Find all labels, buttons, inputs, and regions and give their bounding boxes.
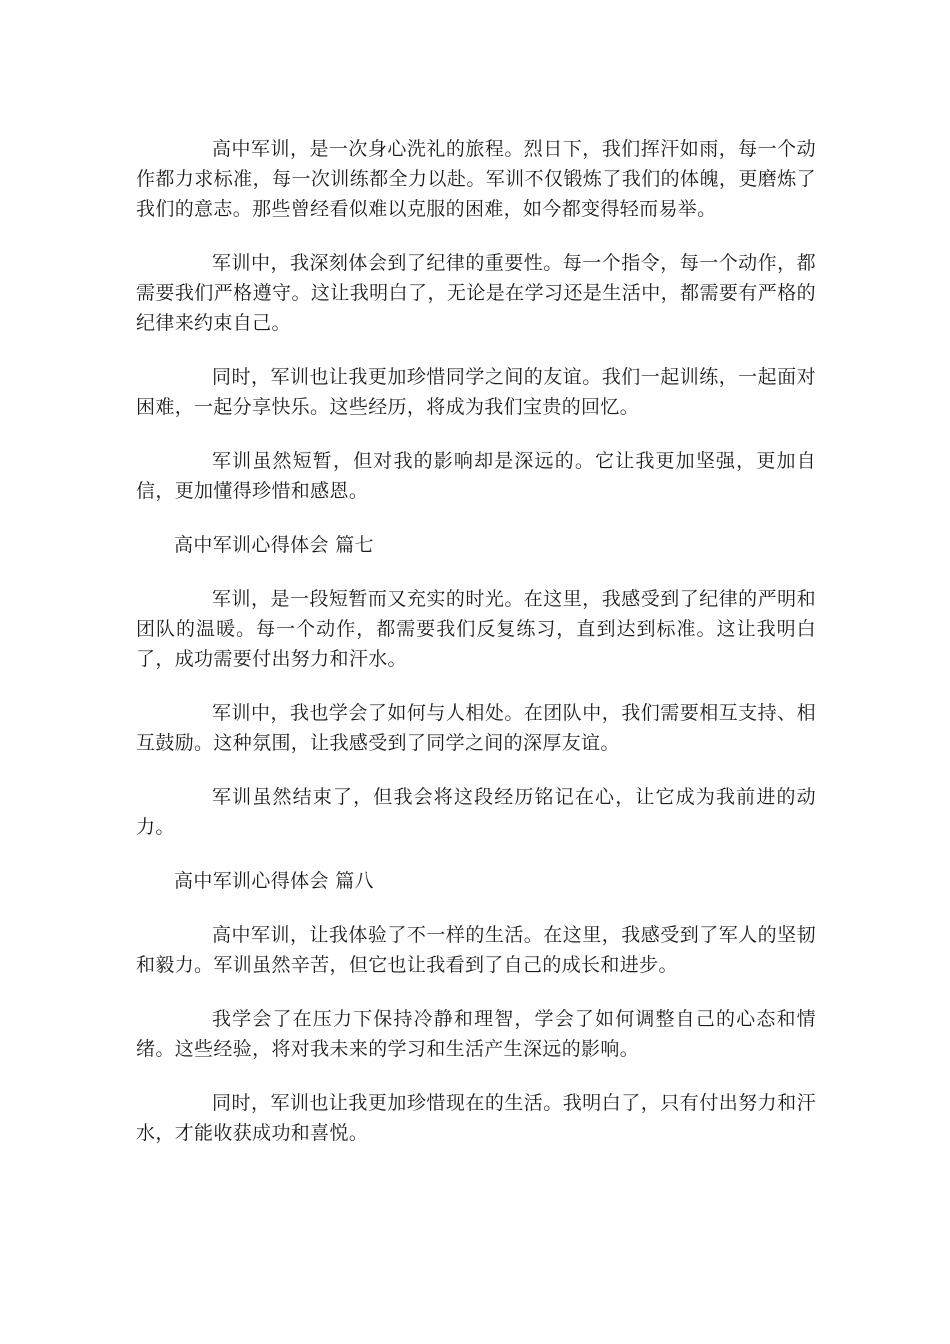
- paragraph: 军训，是一段短暂而又充实的时光。在这里，我感受到了纪律的严明和团队的温暖。每一个动作，都需要我们反复练习，直到达到标准。这让我明白了，成功需要付出努力和汗水。: [136, 588, 816, 670]
- document-body: [136, 134, 816, 1172]
- paragraph: 同时，军训也让我更加珍惜同学之间的友谊。我们一起训练，一起面对困难，一起分享快乐。这些经历，将成为我们宝贵的回忆。: [136, 366, 816, 418]
- paragraph: 高中军训，是一次身心洗礼的旅程。烈日下，我们挥汗如雨，每一个动作都力求标准，每一次训练都全力以赴。军训不仅锻炼了我们的体魄，更磨炼了我们的意志。那些曾经看似难以克服的困难，如今都变得轻而易举。: [136, 138, 816, 220]
- section-heading: 高中军训心得体会 篇七: [174, 534, 374, 556]
- paragraph: 军训虽然结束了，但我会将这段经历铭记在心，让它成为我前进的动力。: [136, 786, 816, 838]
- paragraph: 我学会了在压力下保持冷静和理智，学会了如何调整自己的心态和情绪。这些经验，将对我未来的学习和生活产生深远的影响。: [136, 1008, 816, 1060]
- paragraph: 军训中，我也学会了如何与人相处。在团队中，我们需要相互支持、相互鼓励。这种氛围，让我感受到了同学之间的深厚友谊。: [136, 702, 816, 754]
- section-heading: 高中军训心得体会 篇八: [174, 870, 374, 892]
- paragraph: 军训中，我深刻体会到了纪律的重要性。每一个指令，每一个动作，都需要我们严格遵守。这让我明白了，无论是在学习还是生活中，都需要有严格的纪律来约束自己。: [136, 252, 816, 334]
- paragraph: 军训虽然短暂，但对我的影响却是深远的。它让我更加坚强，更加自信，更加懂得珍惜和感恩。: [136, 450, 816, 502]
- paragraph: 高中军训，让我体验了不一样的生活。在这里，我感受到了军人的坚韧和毅力。军训虽然辛苦，但它也让我看到了自己的成长和进步。: [136, 924, 816, 976]
- paragraph: 同时，军训也让我更加珍惜现在的生活。我明白了，只有付出努力和汗水，才能收获成功和喜悦。: [136, 1092, 816, 1144]
